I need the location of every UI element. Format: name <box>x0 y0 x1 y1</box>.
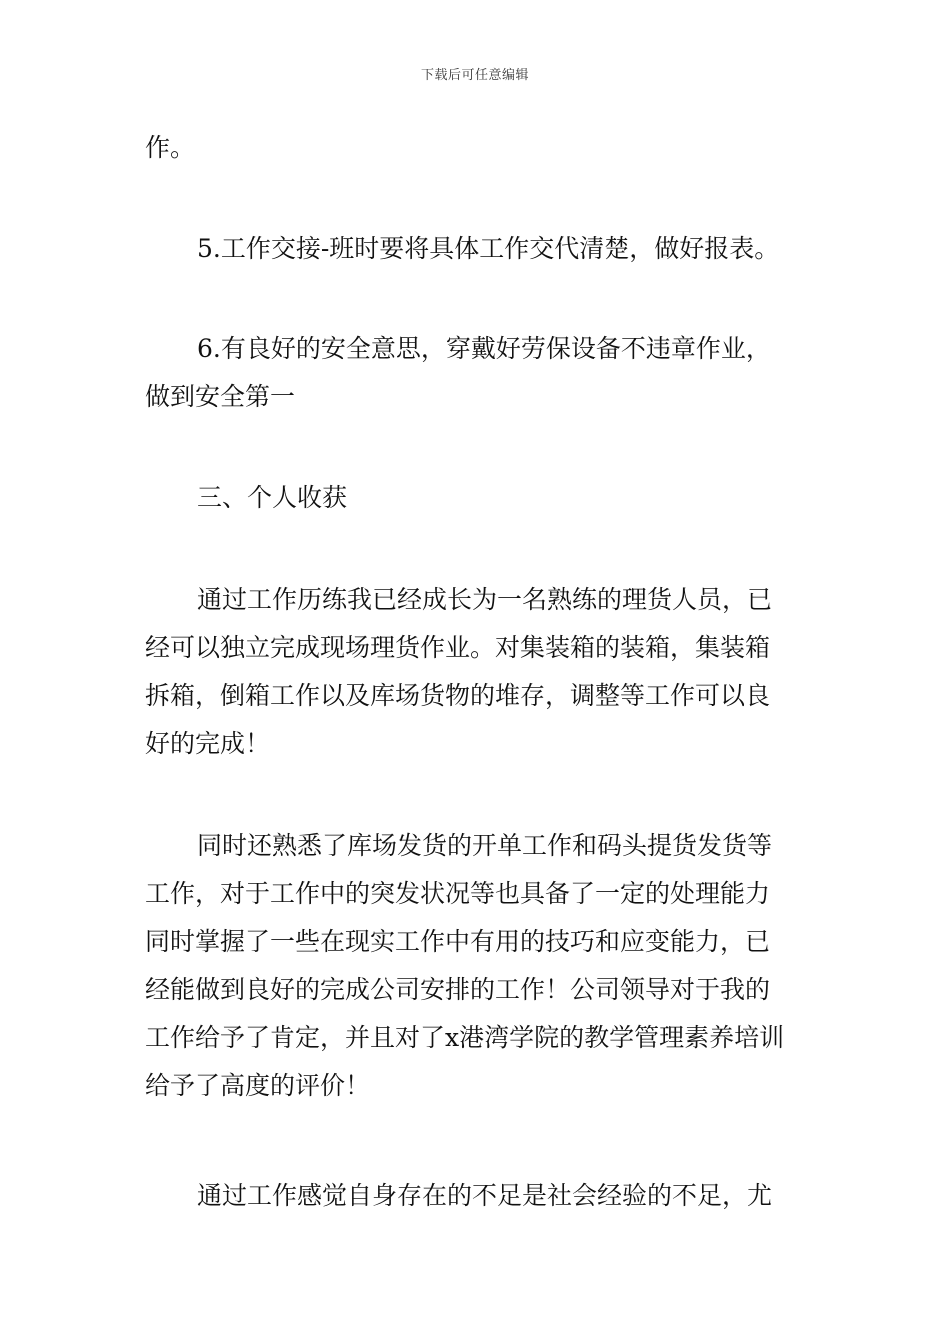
paragraph-line: 工作给予了肯定，并且对了x港湾学院的教学管理素养培训 <box>145 1023 785 1052</box>
paragraph-line: 做到安全第一 <box>145 382 296 411</box>
paragraph-line: 三、个人收获 <box>197 483 348 512</box>
paragraph-4 <box>145 576 810 768</box>
paragraph-line: 通过工作历练我已经成长为一名熟练的理货人员，已 <box>197 585 773 614</box>
paragraph-line: 拆箱，倒箱工作以及库场货物的堆存，调整等工作可以良 <box>145 681 771 710</box>
paragraph-line: 同时掌握了一些在现实工作中有用的技巧和应变能力，已 <box>145 927 771 956</box>
paragraph-6 <box>145 1172 810 1220</box>
paragraph-line: 好的完成！ <box>145 729 271 758</box>
paragraph-line: 通过工作感觉自身存在的不足是社会经验的不足，尤 <box>197 1181 773 1210</box>
paragraph-line: 经可以独立完成现场理货作业。对集装箱的装箱，集装箱 <box>145 633 771 662</box>
page-header: 下载后可任意编辑 <box>420 68 529 83</box>
paragraph-line: 5.工作交接-班时要将具体工作交代清楚，做好报表。 <box>197 234 780 263</box>
paragraph-line: 同时还熟悉了库场发货的开单工作和码头提货发货等 <box>197 831 773 860</box>
paragraph-line: 工作，对于工作中的突发状况等也具备了一定的处理能力 <box>145 879 771 908</box>
paragraph-line: 给予了高度的评价！ <box>145 1071 371 1100</box>
paragraph-1 <box>145 124 810 172</box>
paragraph-line: 6.有良好的安全意思，穿戴好劳保设备不违章作业， <box>197 334 771 363</box>
paragraph-5 <box>145 822 810 1110</box>
section-heading <box>145 474 810 522</box>
paragraph-line: 经能做到良好的完成公司安排的工作！公司领导对于我的 <box>145 975 771 1004</box>
paragraph-2 <box>145 225 810 273</box>
paragraph-3 <box>145 325 810 421</box>
paragraph-line: 作。 <box>145 133 196 162</box>
